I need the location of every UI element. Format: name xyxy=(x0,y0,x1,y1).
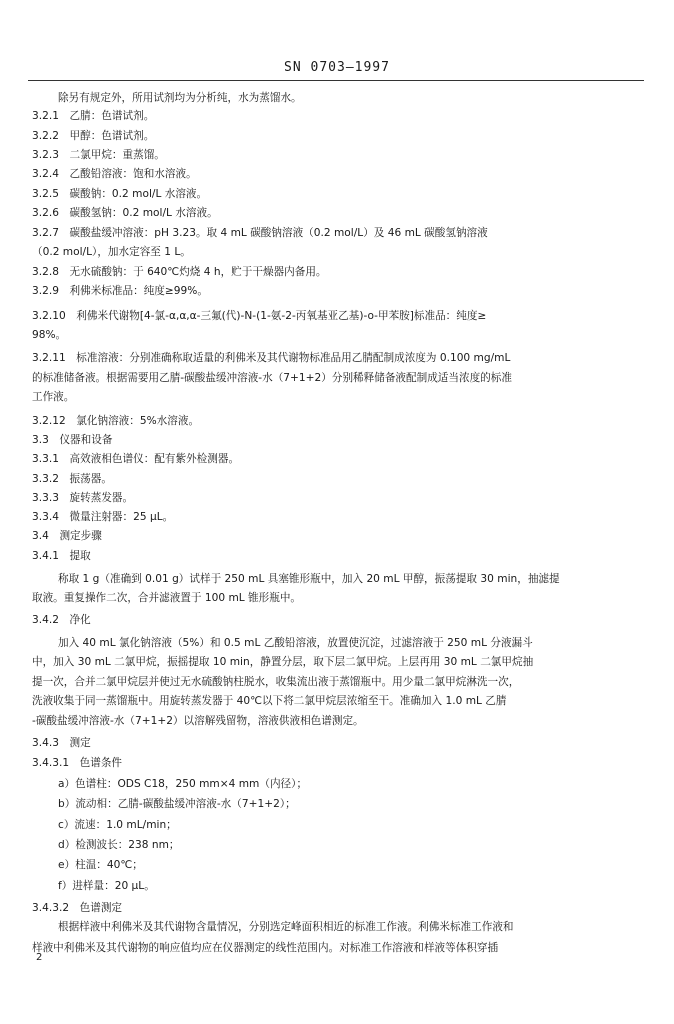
text-line: 3.2.2 甲醇：色谱试剂。 xyxy=(32,130,155,142)
text-line: 3.2.6 碳酸氢钠：0.2 mol/L 水溶液。 xyxy=(32,207,218,219)
list-item: d）检测波长：238 nm； xyxy=(58,839,180,851)
list-item: a）色谱柱：ODS C18，250 mm×4 mm（内径）； xyxy=(58,778,308,790)
standard-number-header: SN 0703—1997 xyxy=(284,60,390,75)
text-line: -碳酸盐缓冲溶液-水（7+1+2）以溶解残留物，溶液供液相色谱测定。 xyxy=(32,715,364,727)
list-item: c）流速：1.0 mL/min； xyxy=(58,819,177,831)
text-line: 3.2.10 利佛米代谢物[4-氯-α,α,α-三氟(代)-N-(1-氨-2-丙氧基亚乙基)-o-甲苯胺]标准品：纯度≥ xyxy=(32,310,487,322)
section-heading: 3.4.1 提取 xyxy=(32,550,91,562)
text-line: （0.2 mol/L），加水定容至 1 L。 xyxy=(32,246,191,258)
text-line: 3.3.4 微量注射器：25 μL。 xyxy=(32,511,174,523)
section-heading: 3.4.3 测定 xyxy=(32,737,91,749)
text-line: 3.2.9 利佛米标准品：纯度≥99%。 xyxy=(32,285,208,297)
list-item: b）流动相：乙腈-碳酸盐缓冲溶液-水（7+1+2）； xyxy=(58,798,296,810)
text-line: 3.2.11 标准溶液：分别准确称取适量的利佛米及其代谢物标准品用乙腈配制成浓度为 0.100 mg/mL xyxy=(32,352,511,364)
text-line: 98%。 xyxy=(32,329,67,341)
header-rule xyxy=(28,80,644,81)
text-line: 提一次，合并二氯甲烷层并使过无水硫酸钠柱脱水，收集流出液于蒸馏瓶中。用少量二氯甲烷淋洗一次， xyxy=(32,676,520,688)
text-line: 取液。重复操作二次，合并滤液置于 100 mL 锥形瓶中。 xyxy=(32,592,302,604)
text-line: 3.2.4 乙酸铅溶液：饱和水溶液。 xyxy=(32,168,197,180)
text-line: 样液中利佛米及其代谢物的响应值均应在仪器测定的线性范围内。对标准工作溶液和样液等体积穿插 xyxy=(32,942,499,954)
section-heading: 3.3 仪器和设备 xyxy=(32,434,113,446)
text-line: 根据样液中利佛米及其代谢物含量情况，分别选定峰面积相近的标准工作液。利佛米标准工作液和 xyxy=(58,921,514,933)
text-line: 3.2.5 碳酸钠：0.2 mol/L 水溶液。 xyxy=(32,188,208,200)
text-line: 的标准储备液。根据需要用乙腈-碳酸盐缓冲溶液-水（7+1+2）分别稀释储备液配制成适当浓度的标准 xyxy=(32,372,512,384)
section-heading: 3.4.2 净化 xyxy=(32,614,91,626)
text-line: 3.2.1 乙腈：色谱试剂。 xyxy=(32,110,155,122)
section-heading: 3.4.3.1 色谱条件 xyxy=(32,757,123,769)
text-line: 3.3.2 振荡器。 xyxy=(32,473,112,485)
list-item: e）柱温：40℃； xyxy=(58,859,143,871)
text-line: 中，加入 30 mL 二氯甲烷，振摇提取 10 min，静置分层，取下层二氯甲烷。上层再用 30 mL 二氯甲烷抽 xyxy=(32,656,534,668)
text-line: 称取 1 g（准确到 0.01 g）试样于 250 mL 具塞锥形瓶中，加入 20 mL 甲醇，振荡提取 30 min，抽滤提 xyxy=(58,573,560,585)
page-number: 2 xyxy=(36,952,43,963)
text-line: 洗液收集于同一蒸馏瓶中。用旋转蒸发器于 40℃以下将二氯甲烷层浓缩至干。准确加入 1.0 mL 乙腈 xyxy=(32,695,507,707)
text-line: 3.3.1 高效液相色谱仪：配有紫外检测器。 xyxy=(32,453,240,465)
list-item: f）进样量：20 μL。 xyxy=(58,880,155,892)
text-line: 工作液。 xyxy=(32,391,75,403)
text-line: 3.3.3 旋转蒸发器。 xyxy=(32,492,134,504)
text-line: 3.2.7 碳酸盐缓冲溶液：pH 3.23。取 4 mL 碳酸钠溶液（0.2 mol/L）及 46 mL 碳酸氢钠溶液 xyxy=(32,227,488,239)
text-line: 加入 40 mL 氯化钠溶液（5%）和 0.5 mL 乙酸铅溶液，放置使沉淀，过滤溶液于 250 mL 分液漏斗 xyxy=(58,637,533,649)
text-line: 3.2.3 二氯甲烷：重蒸馏。 xyxy=(32,149,165,161)
section-heading: 3.4 测定步骤 xyxy=(32,530,102,542)
section-heading: 3.4.3.2 色谱测定 xyxy=(32,902,123,914)
text-line: 3.2.12 氯化钠溶液：5%水溶液。 xyxy=(32,415,200,427)
text-line: 3.2.8 无水硫酸钠：于 640℃灼烧 4 h，贮于干燥器内备用。 xyxy=(32,266,327,278)
text-line: 除另有规定外，所用试剂均为分析纯，水为蒸馏水。 xyxy=(58,92,302,104)
